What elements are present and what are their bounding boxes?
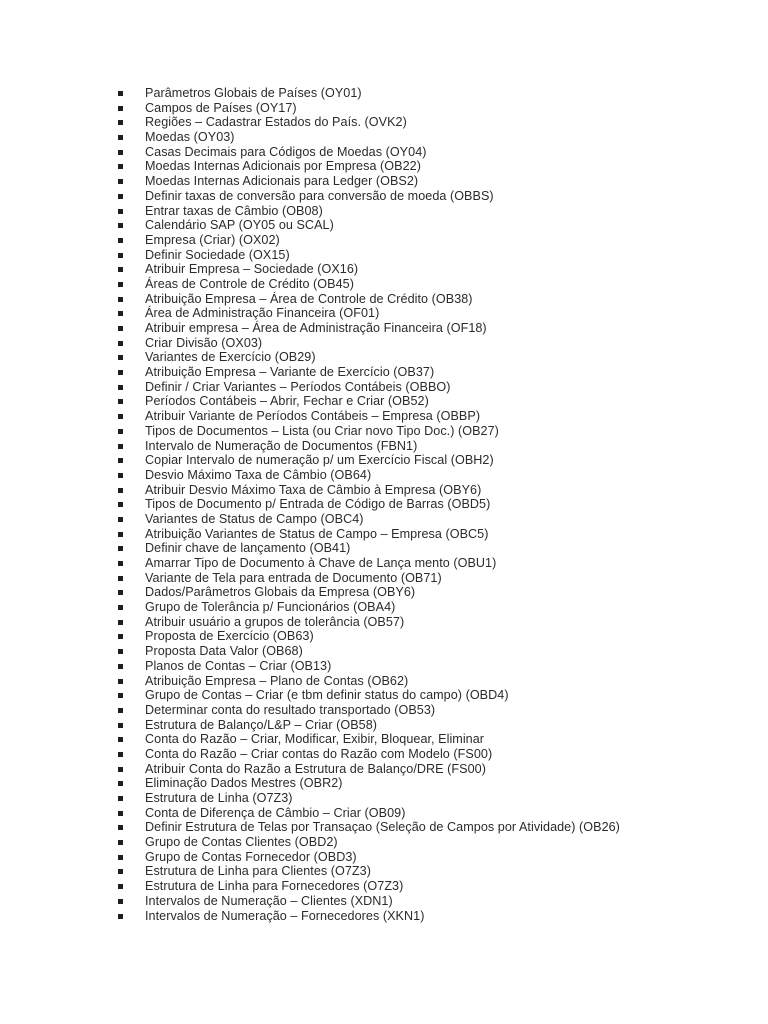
- list-item-text: Atribuir Variante de Períodos Contábeis – Empresa (OBBP): [145, 409, 481, 424]
- bullet-icon: [118, 620, 123, 625]
- bullet-icon: [118, 767, 123, 772]
- list-item-text: Atribuir Conta do Razão a Estrutura de Balanço/DRE (FS00): [145, 761, 486, 776]
- bullet-icon: [118, 444, 123, 449]
- list-item-text: Áreas de Controle de Crédito (OB45): [145, 276, 354, 291]
- list-item-text: Moedas Internas Adicionais para Ledger (OBS2): [145, 174, 419, 189]
- list-item-text: Atribuição Empresa – Variante de Exercício (OB37): [145, 365, 435, 380]
- list-item: [118, 306, 758, 321]
- list-item-text: Atribuir Desvio Máximo Taxa de Câmbio à Empresa (OBY6): [145, 482, 482, 497]
- list-item-text: Definir chave de lançamento (OB41): [145, 541, 351, 556]
- list-item: [118, 350, 758, 365]
- list-item: [118, 483, 758, 498]
- list-item: [118, 644, 758, 659]
- bullet-icon: [118, 179, 123, 184]
- list-item-text: Campos de Países (OY17): [145, 100, 297, 115]
- bullet-icon: [118, 899, 123, 904]
- list-item: [118, 424, 758, 439]
- list-item: [118, 336, 758, 351]
- list-item-text: Proposta de Exercício (OB63): [145, 629, 314, 644]
- bullet-icon: [118, 869, 123, 874]
- bullet-icon: [118, 679, 123, 684]
- bullet-icon: [118, 855, 123, 860]
- list-item-text: Grupo de Contas Clientes (OBD2): [145, 835, 338, 850]
- bullet-icon: [118, 649, 123, 654]
- list-item: [118, 101, 758, 116]
- bullet-icon: [118, 723, 123, 728]
- list-item-text: Definir Sociedade (OX15): [145, 247, 290, 262]
- list-item-text: Conta de Diferença de Câmbio – Criar (OB09): [145, 805, 406, 820]
- bullet-icon: [118, 209, 123, 214]
- list-item-text: Definir / Criar Variantes – Períodos Contábeis (OBBO): [145, 379, 451, 394]
- bullet-icon: [118, 253, 123, 258]
- bullet-icon: [118, 341, 123, 346]
- bullet-icon: [118, 106, 123, 111]
- bullet-icon: [118, 429, 123, 434]
- list-item: [118, 879, 758, 894]
- list-item: [118, 909, 758, 924]
- list-item-text: Estrutura de Linha (O7Z3): [145, 791, 293, 805]
- list-item-text: Intervalos de Numeração – Fornecedores (XKN1): [145, 908, 425, 923]
- list-item: [118, 394, 758, 409]
- list-item: [118, 174, 758, 189]
- list-item: [118, 629, 758, 644]
- bullet-icon: [118, 811, 123, 816]
- list-item-text: Copiar Intervalo de numeração p/ um Exercício Fiscal (OBH2): [145, 453, 494, 468]
- list-item: [118, 527, 758, 542]
- list-item-text: Criar Divisão (OX03): [145, 335, 263, 350]
- bullet-icon: [118, 385, 123, 390]
- list-item-text: Definir Estrutura de Telas por Transaçao (Seleção de Campos por Atividade) (OB26): [145, 820, 620, 835]
- list-item-text: Atribuir usuário a grupos de tolerância (OB57): [145, 614, 405, 629]
- list-item-text: Variante de Tela para entrada de Documento (OB71): [145, 570, 442, 585]
- list-item: [118, 585, 758, 600]
- list-item-text: Estrutura de Balanço/L&P – Criar (OB58): [145, 717, 378, 732]
- list-item-text: Proposta Data Valor (OB68): [145, 644, 303, 659]
- bullet-icon: [118, 414, 123, 419]
- list-item: [118, 732, 758, 747]
- list-item: [118, 835, 758, 850]
- list-item-text: Dados/Parâmetros Globais da Empresa (OBY6): [145, 585, 416, 600]
- list-item: [118, 380, 758, 395]
- list-item: [118, 204, 758, 219]
- bullet-icon: [118, 825, 123, 830]
- list-item-text: Amarrar Tipo de Documento à Chave de Lança mento (OBU1): [145, 556, 497, 570]
- bullet-icon: [118, 120, 123, 125]
- list-item: [118, 762, 758, 777]
- list-item-text: Variantes de Status de Campo (OBC4): [145, 511, 364, 526]
- bullet-icon: [118, 164, 123, 169]
- list-item: [118, 365, 758, 380]
- bullet-icon: [118, 355, 123, 360]
- bullet-icon: [118, 399, 123, 404]
- list-item: [118, 791, 758, 806]
- bullet-icon: [118, 135, 123, 140]
- bullet-icon: [118, 238, 123, 243]
- list-item-text: Atribuição Variantes de Status de Campo – Empresa (OBC5): [145, 526, 489, 541]
- bullet-icon: [118, 458, 123, 463]
- list-item-text: Entrar taxas de Câmbio (OB08): [145, 203, 323, 218]
- bullet-icon: [118, 561, 123, 566]
- bullet-icon: [118, 884, 123, 889]
- list-item: [118, 86, 758, 101]
- list-item-text: Moedas Internas Adicionais por Empresa (OB22): [145, 159, 421, 174]
- bullet-icon: [118, 781, 123, 786]
- bullet-icon: [118, 605, 123, 610]
- list-item: [118, 556, 758, 571]
- list-item: [118, 292, 758, 307]
- bullet-icon: [118, 194, 123, 199]
- list-item: [118, 115, 758, 130]
- list-item-text: Parâmetros Globais de Países (OY01): [145, 86, 362, 100]
- list-item: [118, 688, 758, 703]
- bullet-icon: [118, 590, 123, 595]
- list-item-text: Grupo de Tolerância p/ Funcionários (OBA4): [145, 600, 396, 615]
- list-item: [118, 130, 758, 145]
- bullet-icon: [118, 576, 123, 581]
- list-item-text: Conta do Razão – Criar, Modificar, Exibir, Bloquear, Eliminar: [145, 732, 485, 747]
- bullet-icon: [118, 708, 123, 713]
- list-item: [118, 512, 758, 527]
- list-item-text: Estrutura de Linha para Clientes (O7Z3): [145, 864, 371, 879]
- list-item-text: Intervalo de Numeração de Documentos (FBN1): [145, 438, 418, 453]
- bullet-icon: [118, 297, 123, 302]
- bullet-icon: [118, 737, 123, 742]
- list-item: [118, 850, 758, 865]
- bullet-icon: [118, 546, 123, 551]
- list-item-text: Atribuição Empresa – Plano de Contas (OB62): [145, 673, 409, 688]
- bullet-icon: [118, 634, 123, 639]
- list-item-text: Definir taxas de conversão para conversão de moeda (OBBS): [145, 188, 494, 203]
- bullet-icon: [118, 311, 123, 316]
- list-item: [118, 747, 758, 762]
- bullet-icon: [118, 370, 123, 375]
- list-item-text: Variantes de Exercício (OB29): [145, 350, 316, 365]
- list-item-text: Planos de Contas – Criar (OB13): [145, 658, 332, 673]
- list-item: [118, 674, 758, 689]
- list-item: [118, 277, 758, 292]
- list-item: [118, 497, 758, 512]
- bullet-icon: [118, 282, 123, 287]
- list-item: [118, 615, 758, 630]
- bullet-icon: [118, 91, 123, 96]
- list-item: [118, 218, 758, 233]
- bullet-icon: [118, 752, 123, 757]
- list-item: [118, 233, 758, 248]
- list-item-text: Desvio Máximo Taxa de Câmbio (OB64): [145, 467, 372, 482]
- list-item-text: Atribuir Empresa – Sociedade (OX16): [145, 262, 359, 277]
- bullet-icon: [118, 502, 123, 507]
- list-item-text: Área de Administração Financeira (OF01): [145, 306, 380, 321]
- list-item-text: Empresa (Criar) (OX02): [145, 232, 280, 247]
- transaction-code-list: [118, 86, 758, 923]
- list-item: [118, 864, 758, 879]
- bullet-icon: [118, 532, 123, 537]
- list-item: [118, 806, 758, 821]
- list-item-text: Tipos de Documentos – Lista (ou Criar novo Tipo Doc.) (OB27): [145, 423, 499, 438]
- list-item: [118, 453, 758, 468]
- bullet-icon: [118, 517, 123, 522]
- list-item: [118, 248, 758, 263]
- list-item-text: Atribuição Empresa – Área de Controle de Crédito (OB38): [145, 291, 473, 306]
- bullet-icon: [118, 473, 123, 478]
- list-item: [118, 145, 758, 160]
- bullet-icon: [118, 914, 123, 919]
- bullet-icon: [118, 223, 123, 228]
- list-item-text: Regiões – Cadastrar Estados do País. (OVK2): [145, 115, 407, 130]
- list-item-text: Tipos de Documento p/ Entrada de Código de Barras (OBD5): [145, 497, 491, 512]
- bullet-icon: [118, 267, 123, 272]
- list-item: [118, 600, 758, 615]
- list-item-text: Casas Decimais para Códigos de Moedas (OY04): [145, 144, 427, 159]
- list-item-text: Determinar conta do resultado transportado (OB53): [145, 702, 436, 717]
- list-item: [118, 894, 758, 909]
- list-item: [118, 776, 758, 791]
- bullet-icon: [118, 488, 123, 493]
- bullet-icon: [118, 796, 123, 801]
- list-item: [118, 718, 758, 733]
- list-item: [118, 409, 758, 424]
- list-item-text: Atribuir empresa – Área de Administração Financeira (OF18): [145, 321, 487, 335]
- list-item: [118, 659, 758, 674]
- list-item: [118, 189, 758, 204]
- list-item: [118, 439, 758, 454]
- list-item-text: Grupo de Contas Fornecedor (OBD3): [145, 849, 357, 864]
- list-item: [118, 321, 758, 336]
- bullet-icon: [118, 840, 123, 845]
- list-item-text: Conta do Razão – Criar contas do Razão com Modelo (FS00): [145, 746, 493, 761]
- list-item: [118, 159, 758, 174]
- list-item-text: Moedas (OY03): [145, 130, 235, 145]
- list-item-text: Grupo de Contas – Criar (e tbm definir status do campo) (OBD4): [145, 688, 509, 703]
- bullet-icon: [118, 664, 123, 669]
- bullet-icon: [118, 150, 123, 155]
- list-item-text: Calendário SAP (OY05 ou SCAL): [145, 218, 334, 233]
- list-item: [118, 541, 758, 556]
- list-item: [118, 262, 758, 277]
- list-item: [118, 703, 758, 718]
- list-item-text: Intervalos de Numeração – Clientes (XDN1): [145, 893, 393, 908]
- list-item: [118, 468, 758, 483]
- list-item-text: Períodos Contábeis – Abrir, Fechar e Criar (OB52): [145, 394, 429, 409]
- list-item: [118, 571, 758, 586]
- bullet-icon: [118, 693, 123, 698]
- list-item-text: Eliminação Dados Mestres (OBR2): [145, 776, 343, 791]
- list-item-text: Estrutura de Linha para Fornecedores (O7Z3): [145, 879, 404, 894]
- bullet-icon: [118, 326, 123, 331]
- list-item: [118, 820, 758, 835]
